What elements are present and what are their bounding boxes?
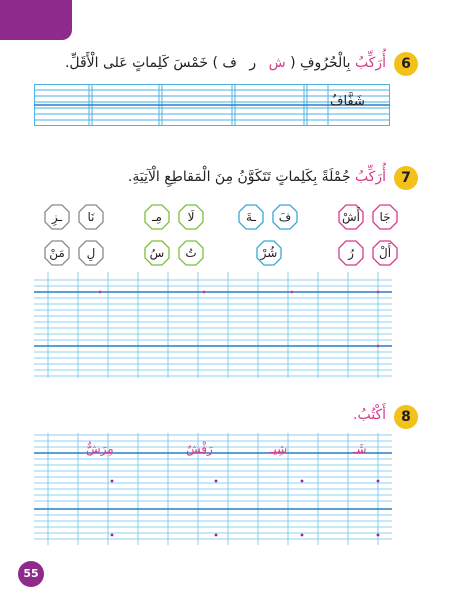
exercise-7-text: جُمْلَةً بِكَلِماتٍ تَتَكَوَّنُ مِنَ الْمَقاطِعِ الْآتِيَةِ. [127,169,351,185]
syllable-octagon [78,240,104,266]
exercise-6-letter-2: ر [249,55,257,71]
syllable-text: أَلْ [378,246,392,260]
exercise-7-instruction [128,169,386,185]
syllable-text: لِ [86,246,96,260]
exercise-8-word-1: شَـ [353,442,367,456]
syllable-text: لَا [187,210,195,224]
syllable-octagon [78,204,104,230]
syllable-octagon [256,240,282,266]
exercise-8-word-3: رَفْشٌ [186,442,213,456]
exercise-8-word-2: شِيـ [270,442,288,456]
syllable-text: ـزِ [51,210,63,224]
exercise-7-badge: 7 [394,166,418,190]
exercise-6-letter-3: ف [222,55,237,71]
syllable-text: مِـ [152,210,162,224]
exercise-6-instruction [65,55,386,71]
exercise-6-badge: 6 [394,52,418,76]
syllable-octagon [44,240,70,266]
exercise-7-verb: أُرَكِّبُ [354,169,386,185]
syllable-text: مَنْ [49,246,65,260]
syllable-text: تُ [185,246,197,260]
syllable-octagon [178,204,204,230]
syllable-text: أَشْ [342,210,360,224]
syllable-text: ـةَ [246,210,256,224]
syllable-octagon [338,240,364,266]
syllable-octagon [272,204,298,230]
exercise-8-instruction [353,407,386,423]
syllable-text: فَ [278,210,292,224]
corner-tab [0,0,72,40]
syllable-octagon [178,240,204,266]
page-number: 55 [18,561,44,587]
syllable-octagon [372,204,398,230]
exercise-6-verb: أُرَكِّبُ [354,55,386,71]
syllable-text: رُ [348,246,354,260]
exercise-6-text-a: بِالْحُرُوفِ ( [290,55,351,71]
exercise-6-letter-1: ش [268,55,286,71]
syllable-octagon [372,240,398,266]
exercise-8-verb: أَكْتُبُ. [353,407,386,423]
syllable-octagon [144,204,170,230]
exercise-8-word-4: مِرَشٌّ [86,442,114,456]
exercise-6-text-b: ) خَمْسَ كَلِماتٍ عَلى الْأَقَلِّ. [64,55,218,71]
syllable-octagon [338,204,364,230]
syllable-octagon [144,240,170,266]
exercise-7-writing-grid [34,272,392,378]
syllable-text: نَا [87,210,95,224]
syllable-text: جَا [379,210,391,224]
syllable-text: شُرْ [260,246,278,260]
exercise-6-example-word: شَفَّافٌ [330,94,365,109]
syllable-octagon [238,204,264,230]
exercise-8-badge: 8 [394,405,418,429]
syllable-text: سُ [149,246,165,260]
syllable-octagon [44,204,70,230]
